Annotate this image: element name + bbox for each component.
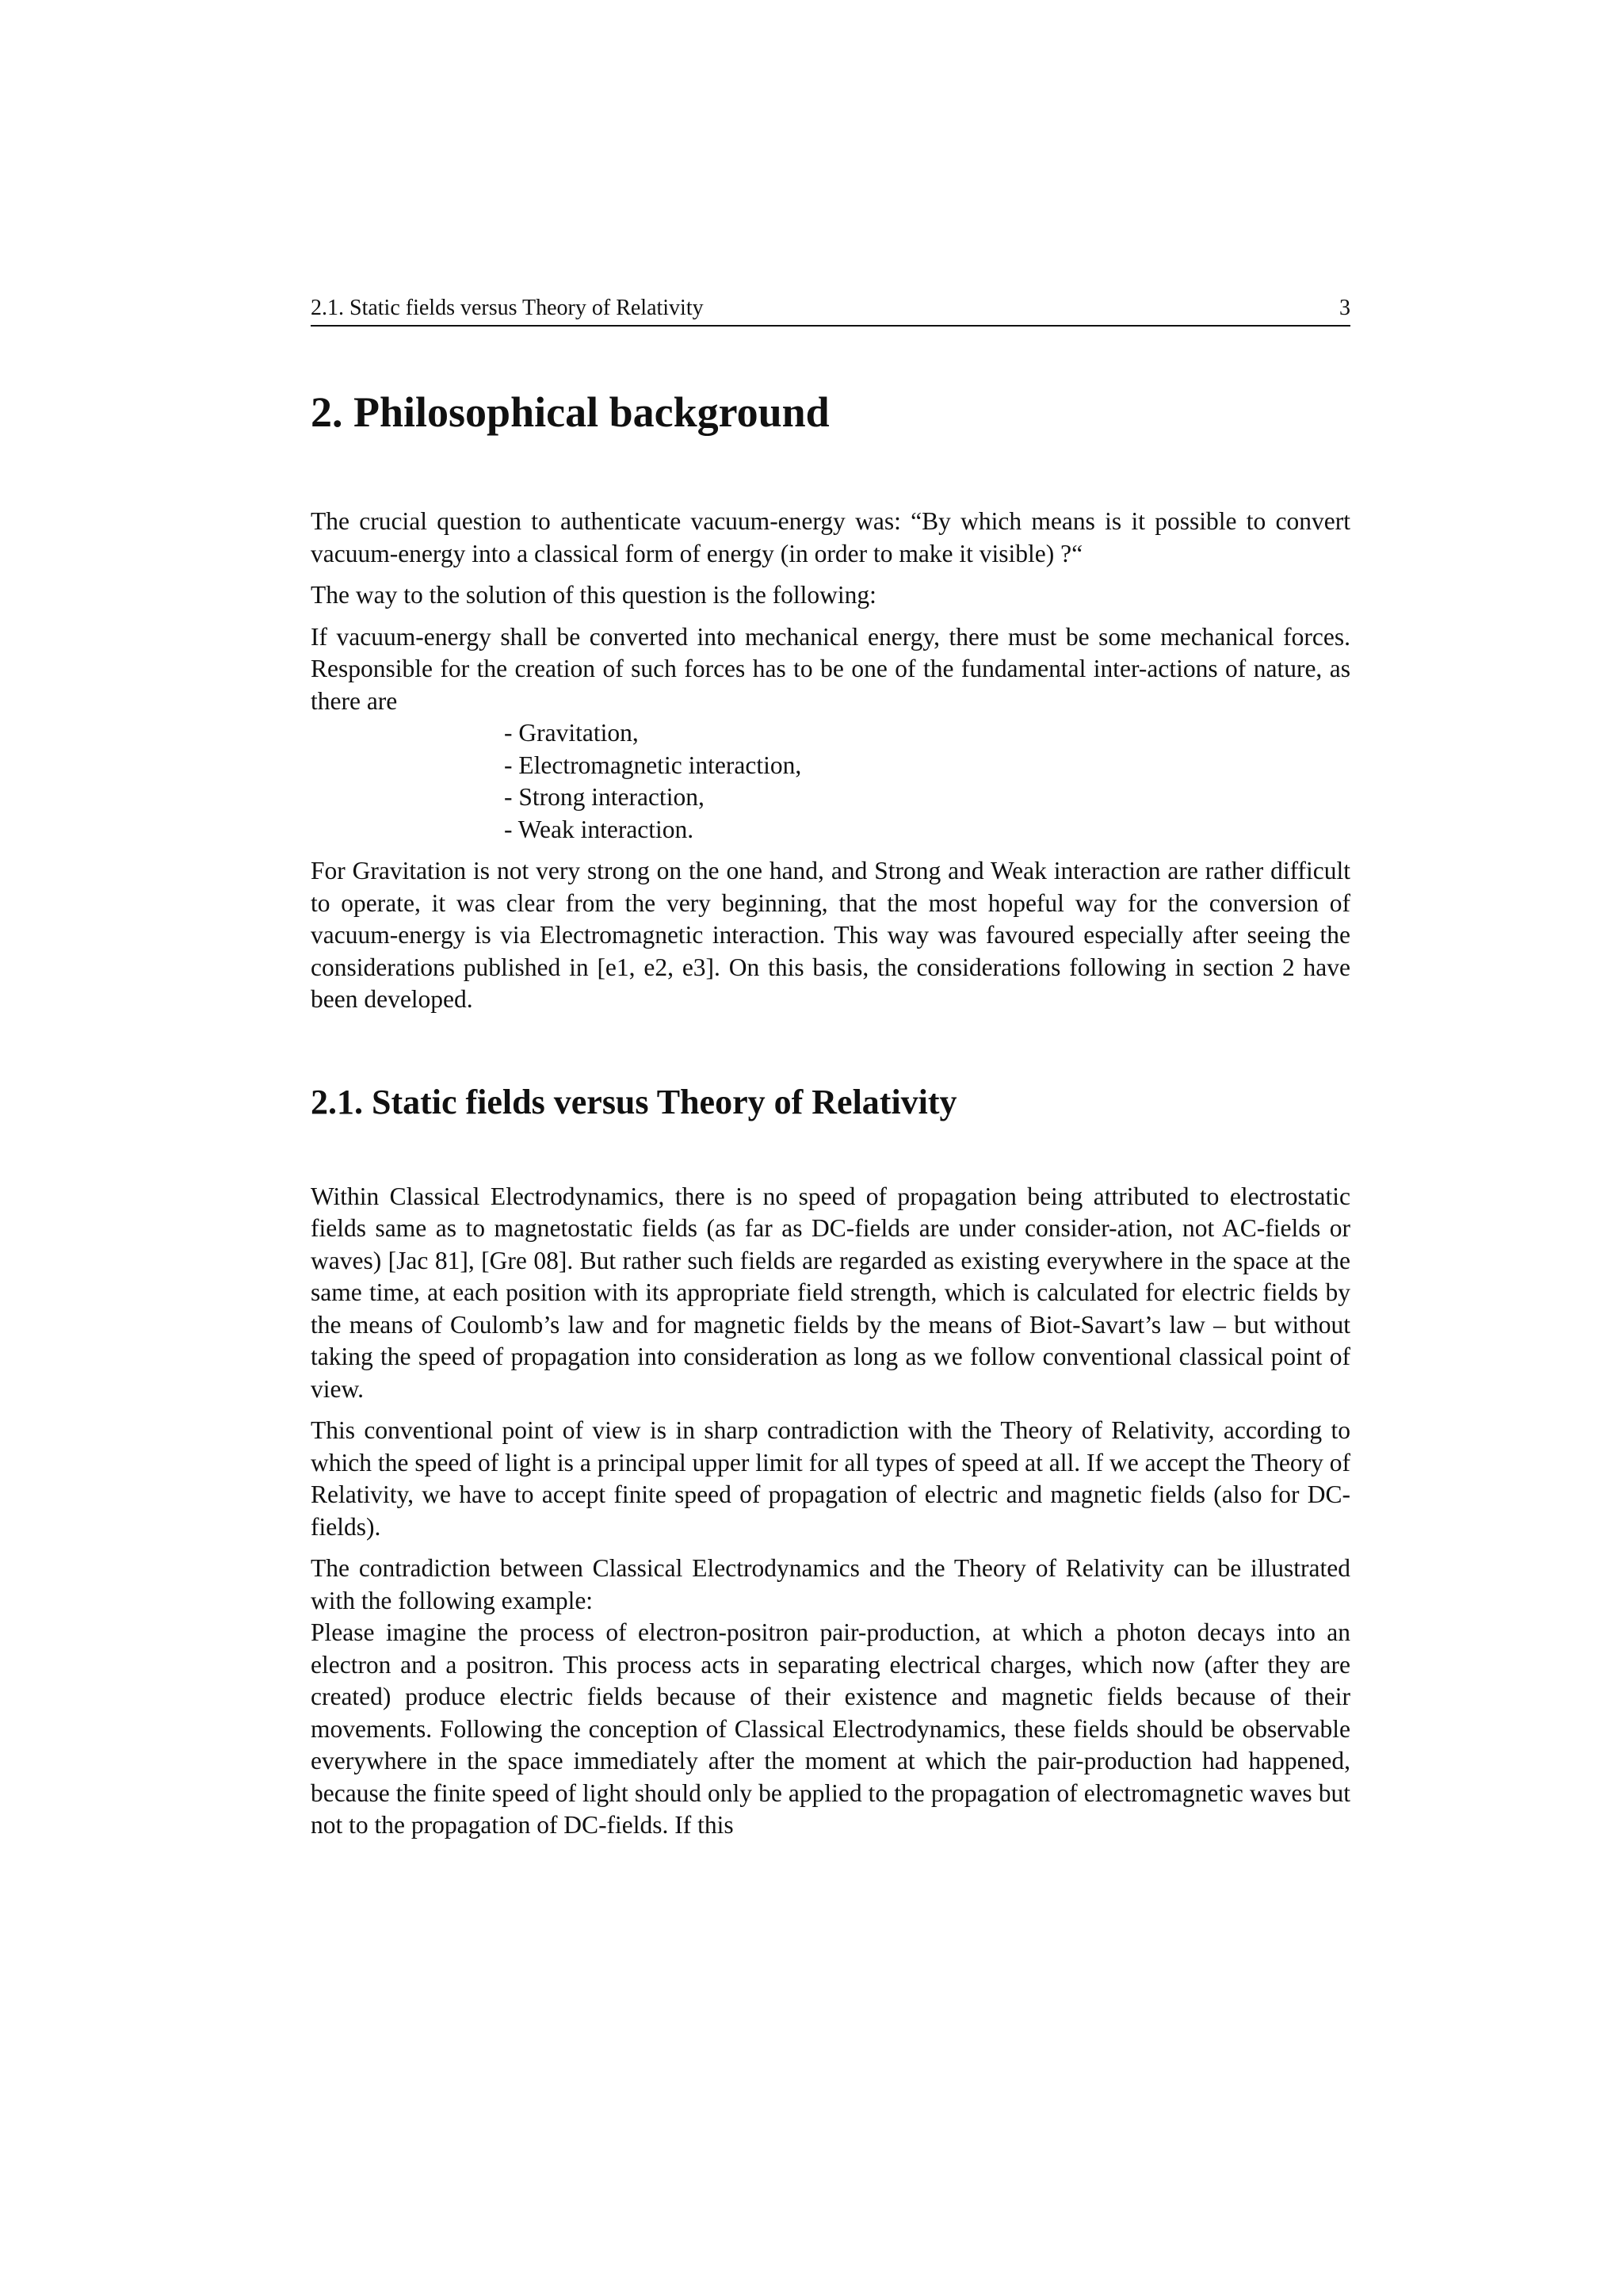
list-item: - Weak interaction.: [504, 815, 694, 843]
list-item: - Strong interaction,: [504, 783, 705, 811]
chapter-paragraph-2: The way to the solution of this question is the following:: [311, 581, 876, 609]
section-paragraph-3: The contradiction between Classical Electrodynamics and the Theory of Relativity can be illustrated with the following example:: [311, 1554, 1350, 1614]
list-item: - Electromagnetic interaction,: [504, 751, 802, 779]
chapter-closing-paragraph: For Gravitation is not very strong on the one hand, and Strong and Weak interaction are rather difficult to operate, it was clear from the very beginning, that the most hopeful way for the conversion of vacuum-energy is via Electromagnetic interaction. This way was favoured especially after seeing the considerations published in [e1, e2, e3]. On this basis, the considerations following in section 2 have been developed.: [311, 857, 1350, 1013]
section-paragraph-2: This conventional point of view is in sharp contradiction with the Theory of Relativity, according to which the speed of light is a principal upper limit for all types of speed at all. If we accept the Theory of Relativity, we have to accept finite speed of propagation of electric and magnetic fields (also for DC-fields).: [311, 1416, 1350, 1541]
section-title: 2.1. Static fields versus Theory of Relativity: [311, 1082, 957, 1121]
page-number: 3: [1339, 296, 1350, 320]
section-paragraph-1: Within Classical Electrodynamics, there is no speed of propagation being attributed to electrostatic fields same as to magnetostatic fields (as far as DC-fields are under consider-ation, not AC-fields or waves) [Jac 81], [Gre 08]. But rather such fields are regarded as existing everywhere in the space at the same time, at each position with its appropriate field strength, which is calculated for electric fields by the means of Coulomb’s law and for magnetic fields by the means of Biot-Savart’s law – but without taking the speed of propagation into consideration as long as we follow conventional classical point of view.: [311, 1182, 1350, 1403]
interactions-list: [311, 717, 1350, 846]
chapter-title: 2. Philosophical background: [311, 388, 830, 436]
chapter-paragraph-3: If vacuum-energy shall be converted into mechanical energy, there must be some mechanical forces. Responsible for the creation of such forces has to be one of the fundamental inter-actions of nature, as there are: [311, 622, 1350, 715]
document-page: [311, 295, 1350, 1842]
chapter-paragraph-1: The crucial question to authenticate vacuum-energy was: “By which means is it possible to convert vacuum-energy into a classical form of energy (in order to make it visible) ?“: [311, 507, 1350, 567]
list-item: - Gravitation,: [504, 719, 639, 747]
running-title: 2.1. Static fields versus Theory of Relativity: [311, 296, 704, 320]
section-paragraph-4: Please imagine the process of electron-positron pair-production, at which a photon decays into an electron and a positron. This process acts in separating electrical charges, which now (after they are created) produce electric fields because of their existence and magnetic fields because of their movements. Following the conception of Classical Electrodynamics, these fields should be observable everywhere in the space immediately after the moment at which the pair-production had happened, because the finite speed of light should only be applied to the propagation of electromagnetic waves but not to the propagation of DC-fields. If this: [311, 1618, 1350, 1839]
running-header: [311, 295, 1350, 327]
